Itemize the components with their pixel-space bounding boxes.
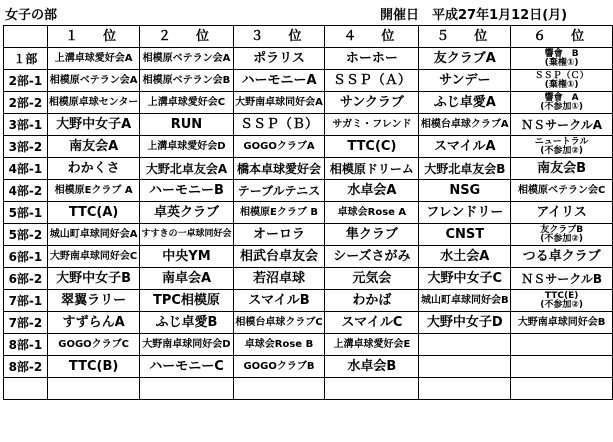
division-label: 4部-2 [4,180,48,202]
division-label: 5部-1 [4,202,48,224]
team-cell [511,334,613,356]
team-cell [419,356,511,378]
team-cell: 大野中女子D [419,312,511,334]
team-cell: わかば [325,290,419,312]
team-cell [511,70,613,92]
team-cell: 大野南卓球同好会D [140,334,233,356]
team-cell: TTC(B) [47,356,140,378]
team-cell: わかくさ [47,158,140,180]
division-label: 2部-2 [4,92,48,114]
table-row [4,114,613,136]
team-cell: NSG [419,180,511,202]
team-cell: スマイルA [419,136,511,158]
team-cell: 相模原卓球センター [47,92,140,114]
team-cell: ポラリス [233,48,325,70]
team-cell: 上溝卓球愛好会C [140,92,233,114]
team-cell [511,356,613,378]
team-cell: 上溝卓球愛好会E [325,334,419,356]
division-label: １部 [4,48,48,70]
team-cell: ＮＳサークルA [511,114,613,136]
team-cell [511,136,613,158]
team-cell [140,378,233,400]
team-cell-line: 響會 A [544,92,579,103]
team-cell: TTC(A) [47,202,140,224]
division-label: 3部-1 [4,114,48,136]
team-cell-line: (不参加②) [540,299,584,310]
page-title: 女子の部 [5,8,58,23]
team-cell: シーズさがみ [325,246,419,268]
team-cell: 大野中女子C [419,268,511,290]
team-cell [419,378,511,400]
division-label: 7部-1 [4,290,48,312]
division-label: 2部-1 [4,70,48,92]
table-row [4,48,613,70]
team-cell: 相模原ベテラン会C [511,180,613,202]
team-cell: 卓英クラブ [140,202,233,224]
header-rank-1: １ 位 [47,26,140,48]
team-cell: 橋本卓球愛好会 [233,158,325,180]
team-cell [511,224,613,246]
team-cell: GOGOクラブB [233,356,325,378]
team-cell: 翠翼ラリー [47,290,140,312]
team-cell-line: (不参加①) [540,101,584,112]
team-cell-line: (不参加②) [540,233,584,244]
team-cell: 相模原ベテラン会A [140,48,233,70]
header-rank-6: ６ 位 [511,26,613,48]
team-cell: スマイルB [233,290,325,312]
team-cell: 水卓会A [325,180,419,202]
team-cell: CNST [419,224,511,246]
table-row [4,312,613,334]
division-label: 4部-1 [4,158,48,180]
table-row [4,356,613,378]
table-row [4,158,613,180]
team-cell: 大野北卓友会B [419,158,511,180]
team-cell: 大野南卓球同好会B [511,312,613,334]
team-cell: 相模原Eクラブ A [47,180,140,202]
division-label [4,378,48,400]
team-cell: ホーホー [325,48,419,70]
team-cell-line: (棄権①) [544,79,579,90]
header-row [4,26,613,48]
team-cell: フレンドリー [419,202,511,224]
team-cell: 大野南卓球同好会A [233,92,325,114]
team-cell: 水土会A [419,246,511,268]
team-cell: ハーモニーB [140,180,233,202]
division-label: 3部-2 [4,136,48,158]
team-cell: 相模原ドリーム [325,158,419,180]
team-cell: TTC(C) [325,136,419,158]
team-cell: スマイルC [325,312,419,334]
division-label: 8部-2 [4,356,48,378]
event-date: 開催日 平成27年1月12日(月) [380,8,568,23]
team-cell: 相武台卓友会 [233,246,325,268]
team-cell: 城山町卓球同好会B [419,290,511,312]
table-row [4,70,613,92]
team-cell: ふじ卓愛B [140,312,233,334]
team-cell: サガミ・フレンド [325,114,419,136]
team-cell: テーブルテニス [233,180,325,202]
team-cell: すずらんA [47,312,140,334]
team-cell-line: TTC(E) [544,290,579,301]
team-cell [419,334,511,356]
header-corner [4,26,48,48]
team-cell: すすきの一卓球同好会 [140,224,233,246]
team-cell: 相模台卓球クラブC [233,312,325,334]
team-cell: 友クラブA [419,48,511,70]
team-cell: サンデー [419,70,511,92]
team-cell: ＳＳＰ（Ｂ） [233,114,325,136]
team-cell-line: (不参加②) [540,145,584,156]
team-cell: 水卓会B [325,356,419,378]
table-row [4,136,613,158]
team-cell [325,378,419,400]
team-cell: オーロラ [233,224,325,246]
header-rank-5: ５ 位 [419,26,511,48]
table-row [4,268,613,290]
team-cell: 相模原Eクラブ B [233,202,325,224]
team-cell [511,290,613,312]
table-row [4,378,613,400]
team-cell-line: 友クラブB [540,224,584,235]
team-cell: 大野北卓友会A [140,158,233,180]
table-row [4,224,613,246]
team-cell-line: (棄権①) [544,57,579,68]
team-cell: 卓球会Rose B [233,334,325,356]
results-table [3,25,613,400]
team-cell [511,378,613,400]
team-cell: ＮＳサークルB [511,268,613,290]
team-cell: TPC相模原 [140,290,233,312]
team-cell: 大野中女子A [47,114,140,136]
team-cell: 元気会 [325,268,419,290]
team-cell: 大野中女子B [47,268,140,290]
team-cell: ＳＳＰ（Ａ） [325,70,419,92]
team-cell: ハーモニーC [140,356,233,378]
team-cell: 相模原ベテラン会A [47,70,140,92]
team-cell-line: ニュートラル [534,136,589,147]
header-rank-4: ４ 位 [325,26,419,48]
division-label: 7部-2 [4,312,48,334]
team-cell: ハーモニーA [233,70,325,92]
team-cell: 南卓会A [140,268,233,290]
division-label: 8部-1 [4,334,48,356]
team-cell: GOGOクラブC [47,334,140,356]
team-cell: アイリス [511,202,613,224]
team-cell [511,92,613,114]
header-rank-3: ３ 位 [233,26,325,48]
team-cell [47,378,140,400]
table-row [4,290,613,312]
table-row [4,180,613,202]
table-row [4,92,613,114]
team-cell: RUN [140,114,233,136]
table-row [4,334,613,356]
division-label: 6部-2 [4,268,48,290]
team-cell: 相模原ベテラン会B [140,70,233,92]
division-label: 6部-1 [4,246,48,268]
team-cell [233,378,325,400]
team-cell-line: ＳＳＰ（Ｃ） [534,70,589,81]
team-cell: 上溝卓球愛好会A [47,48,140,70]
team-cell: 南友会B [511,158,613,180]
team-cell: つる卓クラブ [511,246,613,268]
team-cell: 城山町卓球同好会A [47,224,140,246]
team-cell: ふじ卓愛A [419,92,511,114]
team-cell: GOGOクラブA [233,136,325,158]
table-row [4,202,613,224]
team-cell: 中央YM [140,246,233,268]
team-cell-line: 響會 B [544,48,579,59]
team-cell: 卓球会Rose A [325,202,419,224]
table-row [4,246,613,268]
team-cell: 隼クラブ [325,224,419,246]
team-cell: 上溝卓球愛好会D [140,136,233,158]
team-cell: 若沼卓球 [233,268,325,290]
team-cell: 相模台卓球クラブA [419,114,511,136]
team-cell: サンクラブ [325,92,419,114]
header-rank-2: ２ 位 [140,26,233,48]
team-cell: 大野南卓球同好会C [47,246,140,268]
division-label: 5部-2 [4,224,48,246]
team-cell: 南友会A [47,136,140,158]
team-cell [511,48,613,70]
